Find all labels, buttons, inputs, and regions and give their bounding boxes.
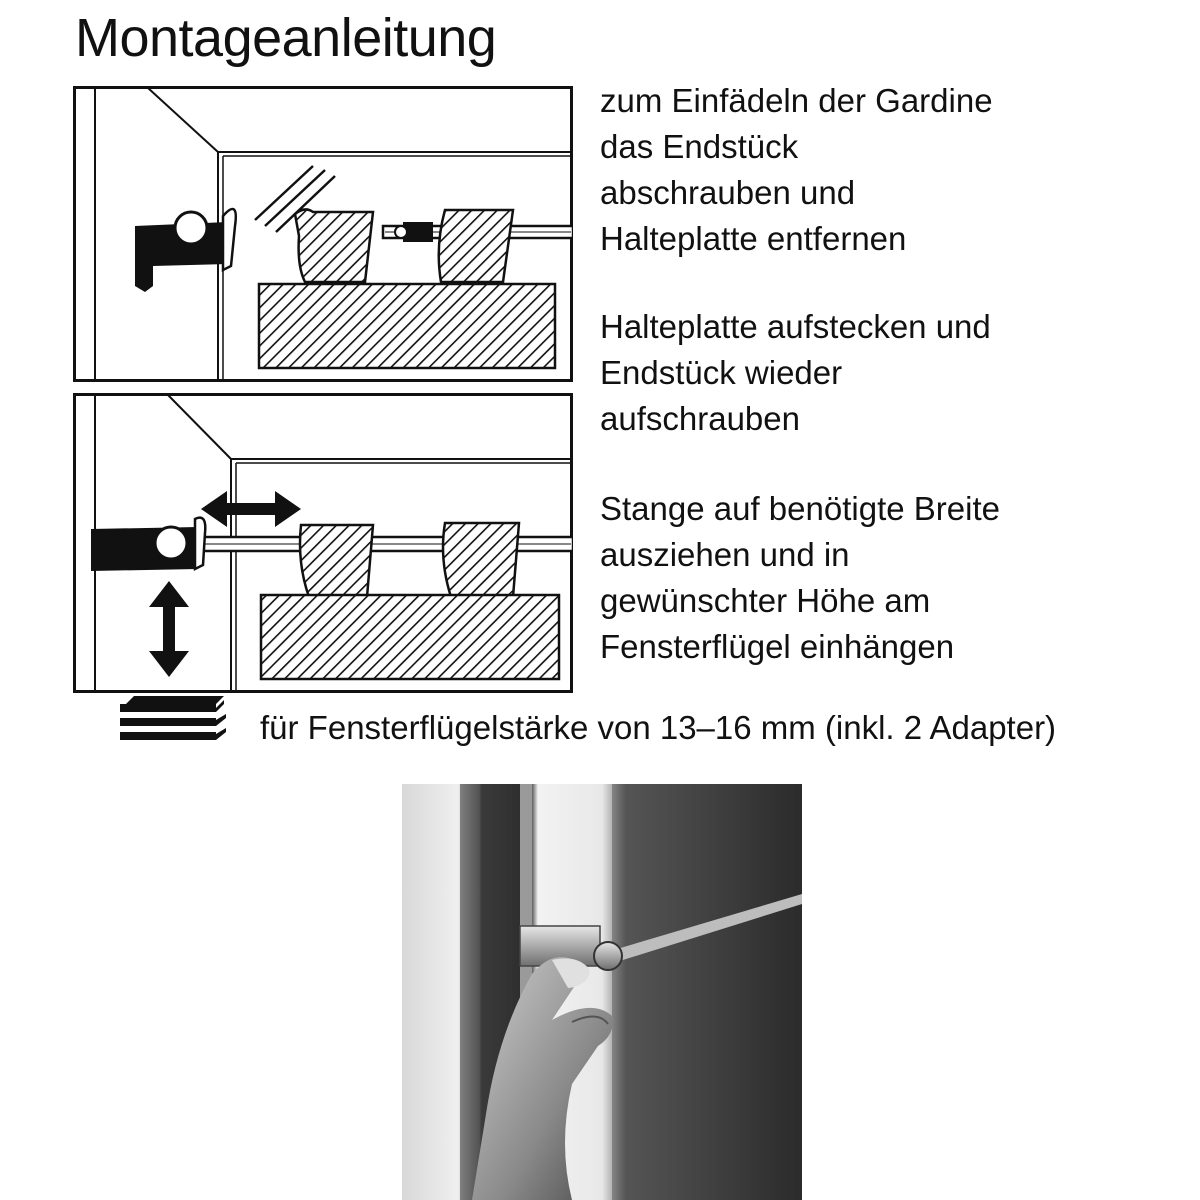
photo-hand-mounting-bracket (402, 784, 802, 1200)
illustration-unscrew-end-piece (73, 86, 573, 382)
instruction-step-2: Halteplatte aufstecken und Endstück wieder aufschrauben (600, 308, 991, 437)
page-title: Montageanleitung (75, 8, 497, 68)
thickness-note: für Fensterflügelstärke von 13–16 mm (inkl. 2 Adapter) (260, 709, 1057, 746)
curtain-fabric (261, 595, 559, 679)
illustration-1-drawing (73, 86, 573, 382)
instruction-step-1: zum Einfädeln der Gardine das Endstück abschrauben und Halteplatte entfernen (600, 82, 993, 257)
product-photo (402, 784, 802, 1200)
curtain-fabric (259, 284, 555, 368)
stacked-plates-icon (112, 696, 232, 748)
illustration-2-drawing (73, 393, 573, 693)
illustration-extend-and-hang (73, 393, 573, 693)
instruction-step-3: Stange auf benötigte Breite ausziehen und in gewünschter Höhe am Fensterflügel einhängen (600, 490, 1000, 665)
